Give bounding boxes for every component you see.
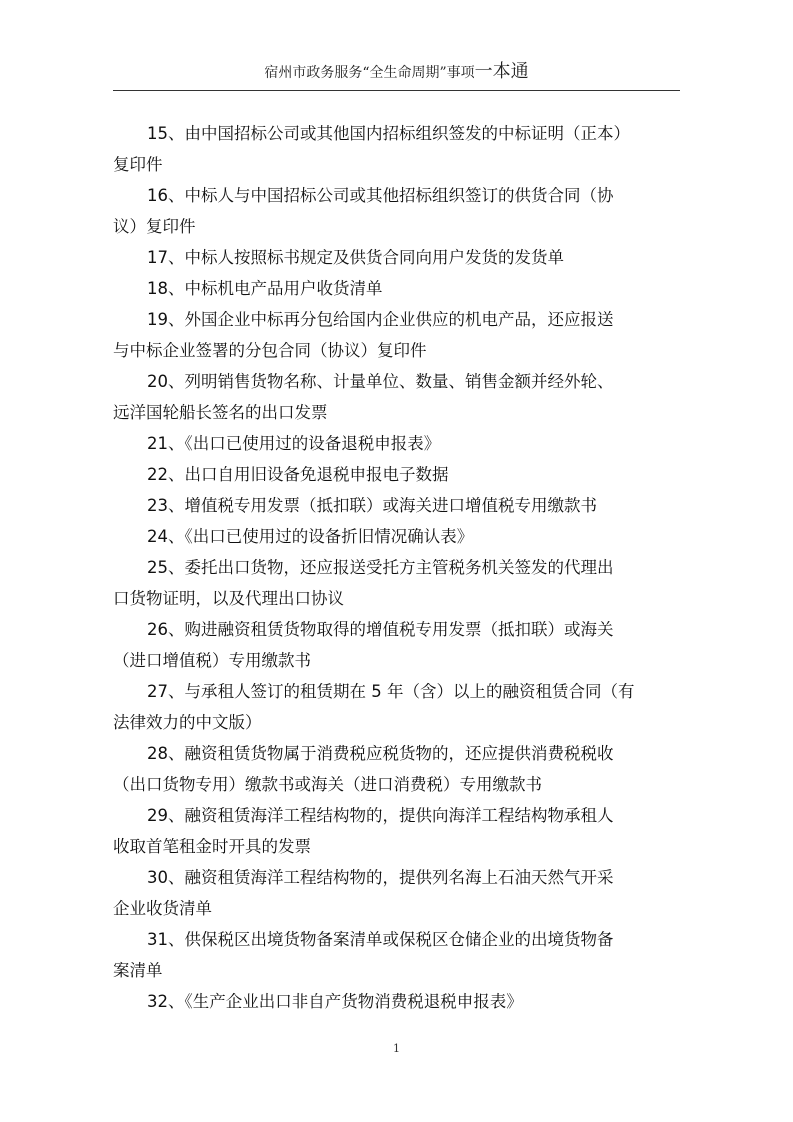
list-item-line: （进口增值税）专用缴款书 bbox=[113, 651, 311, 670]
list-item-line: 复印件 bbox=[113, 155, 163, 174]
list-item-line: 19、外国企业中标再分包给国内企业供应的机电产品，还应报送 bbox=[147, 310, 614, 329]
list-item-line: 18、中标机电产品用户收货清单 bbox=[147, 279, 383, 298]
list-item-line: 口货物证明，以及代理出口协议 bbox=[113, 589, 344, 608]
list-item bbox=[113, 862, 680, 924]
list-item bbox=[113, 738, 680, 800]
list-item bbox=[113, 242, 680, 273]
list-item bbox=[113, 986, 680, 1017]
list-item-line: 31、供保税区出境货物备案清单或保税区仓储企业的出境货物备 bbox=[147, 930, 614, 949]
list-item-line: 与中标企业签署的分包合同（协议）复印件 bbox=[113, 341, 427, 360]
list-item-line: 15、由中国招标公司或其他国内招标组织签发的中标证明（正本） bbox=[147, 124, 630, 143]
list-item bbox=[113, 273, 680, 304]
list-item bbox=[113, 924, 680, 986]
list-item-line: 案清单 bbox=[113, 961, 163, 980]
header-divider bbox=[113, 90, 680, 91]
list-item-line: 远洋国轮船长签名的出口发票 bbox=[113, 403, 328, 422]
list-item-line: 企业收货清单 bbox=[113, 899, 212, 918]
list-item bbox=[113, 614, 680, 676]
list-item-line: 17、中标人按照标书规定及供货合同向用户发货的发货单 bbox=[147, 248, 564, 267]
page-header bbox=[113, 61, 680, 84]
document-body bbox=[113, 118, 680, 1017]
list-item bbox=[113, 459, 680, 490]
list-item-line: 24、《出口已使用过的设备折旧情况确认表》 bbox=[147, 527, 474, 546]
list-item-line: 22、出口自用旧设备免退税申报电子数据 bbox=[147, 465, 449, 484]
list-item-line: 20、列明销售货物名称、计量单位、数量、销售金额并经外轮、 bbox=[147, 372, 614, 391]
list-item bbox=[113, 676, 680, 738]
list-item-line: 议）复印件 bbox=[113, 217, 196, 236]
list-item bbox=[113, 118, 680, 180]
list-item-line: （出口货物专用）缴款书或海关（进口消费税）专用缴款书 bbox=[113, 775, 542, 794]
list-item bbox=[113, 490, 680, 521]
list-item-line: 28、融资租赁货物属于消费税应税货物的，还应提供消费税税收 bbox=[147, 744, 614, 763]
list-item-line: 30、融资租赁海洋工程结构物的，提供列名海上石油天然气开采 bbox=[147, 868, 614, 887]
list-item-line: 收取首笔租金时开具的发票 bbox=[113, 837, 311, 856]
header-brand: 一本通 bbox=[474, 61, 529, 82]
list-item bbox=[113, 428, 680, 459]
page-number: 1 bbox=[393, 1042, 400, 1055]
list-item bbox=[113, 800, 680, 862]
list-item-line: 16、中标人与中国招标公司或其他招标组织签订的供货合同（协 bbox=[147, 186, 614, 205]
list-item-line: 23、增值税专用发票（抵扣联）或海关进口增值税专用缴款书 bbox=[147, 496, 597, 515]
list-item bbox=[113, 180, 680, 242]
list-item-line: 26、购进融资租赁货物取得的增值税专用发票（抵扣联）或海关 bbox=[147, 620, 614, 639]
list-item-line: 法律效力的中文版） bbox=[113, 713, 262, 732]
list-item-line: 29、融资租赁海洋工程结构物的，提供向海洋工程结构物承租人 bbox=[147, 806, 614, 825]
list-item-line: 25、委托出口货物，还应报送受托方主管税务机关签发的代理出 bbox=[147, 558, 614, 577]
list-item bbox=[113, 521, 680, 552]
list-item bbox=[113, 366, 680, 428]
list-item bbox=[113, 304, 680, 366]
header-title: 宿州市政务服务“全生命周期”事项 bbox=[264, 65, 475, 81]
list-item-line: 27、与承租人签订的租赁期在 5 年（含）以上的融资租赁合同（有 bbox=[147, 682, 635, 701]
list-item-line: 32、《生产企业出口非自产货物消费税退税申报表》 bbox=[147, 992, 523, 1011]
list-item-line: 21、《出口已使用过的设备退税申报表》 bbox=[147, 434, 441, 453]
list-item bbox=[113, 552, 680, 614]
